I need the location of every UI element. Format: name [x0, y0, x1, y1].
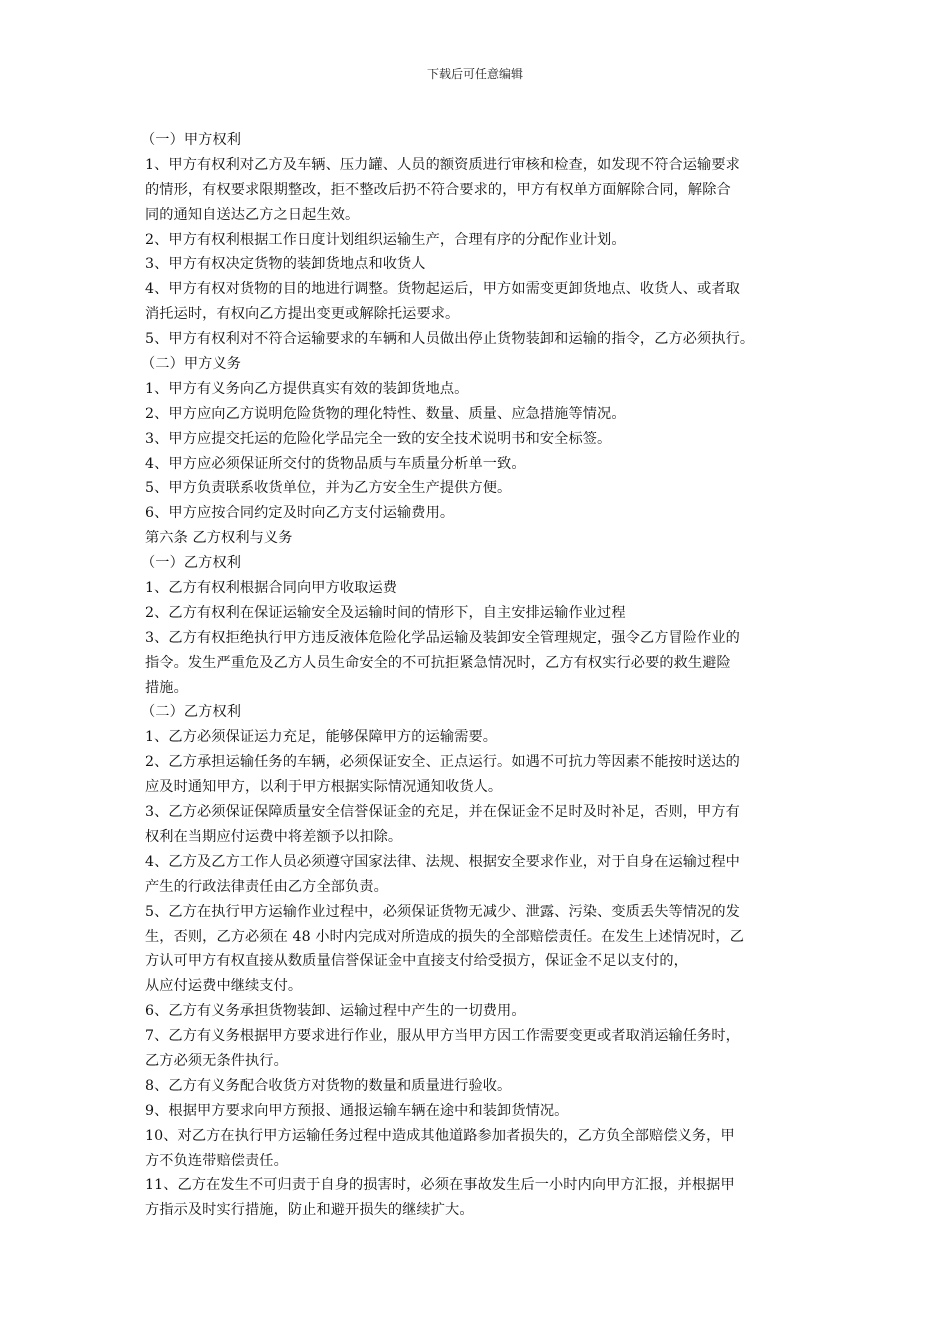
clause-line: 1、甲方有义务向乙方提供真实有效的装卸货地点。 [145, 380, 469, 397]
clause-line: 产生的行政法律责任由乙方全部负责。 [145, 878, 388, 895]
clause-line: 3、乙方必须保证保障质量安全信誉保证金的充足，并在保证金不足时及时补足，否则，甲方有 [145, 804, 740, 821]
document-body [141, 128, 825, 1223]
clause-line: 10、对乙方在执行甲方运输任务过程中造成其他道路参加者损失的，乙方负全部赔偿义务，甲 [145, 1127, 735, 1144]
clause-line: 2、甲方有权利根据工作日度计划组织运输生产，合理有序的分配作业计划。 [145, 231, 626, 248]
clause-line: 3、甲方应提交托运的危险化学品完全一致的安全技术说明书和安全标签。 [145, 430, 612, 447]
clause-line: 乙方必须无条件执行。 [145, 1052, 288, 1069]
section-heading: （一）乙方权利 [141, 555, 242, 572]
clause-line: 9、根据甲方要求向甲方预报、通报运输车辆在途中和装卸货情况。 [145, 1102, 569, 1119]
clause-line: 8、乙方有义务配合收货方对货物的数量和质量进行验收。 [145, 1077, 512, 1094]
clause-line: 1、甲方有权利对乙方及车辆、压力罐、人员的额资质进行审核和检查，如发现不符合运输要求 [145, 156, 740, 173]
clause-line: 4、甲方应必须保证所交付的货物品质与车质量分析单一致。 [145, 455, 526, 472]
clause-line: 方指示及时实行措施，防止和避开损失的继续扩大。 [145, 1202, 474, 1219]
clause-line: 1、乙方有权利根据合同向甲方收取运费 [145, 580, 398, 597]
clause-line: 3、乙方有权拒绝执行甲方违反液体危险化学品运输及装卸安全管理规定，强令乙方冒险作业的 [145, 629, 740, 646]
clause-line: 7、乙方有义务根据甲方要求进行作业，服从甲方当甲方因工作需要变更或者取消运输任务时， [145, 1028, 740, 1045]
article-heading: 第六条 乙方权利与义务 [145, 530, 293, 547]
clause-line: 指令。发生严重危及乙方人员生命安全的不可抗拒紧急情况时，乙方有权实行必要的救生避险 [145, 654, 731, 671]
section-heading: （二）甲方义务 [141, 356, 242, 373]
clause-line: 5、甲方有权利对不符合运输要求的车辆和人员做出停止货物装卸和运输的指令，乙方必须执行。 [145, 331, 755, 348]
clause-line: 2、乙方承担运输任务的车辆，必须保证安全、正点运行。如遇不可抗力等因素不能按时送达的 [145, 754, 740, 771]
clause-line: 5、乙方在执行甲方运输作业过程中，必须保证货物无减少、泄露、污染、变质丢失等情况的发 [145, 903, 740, 920]
clause-line: 方不负连带赔偿责任。 [145, 1152, 288, 1169]
clause-line: 6、乙方有义务承担货物装卸、运输过程中产生的一切费用。 [145, 1003, 526, 1020]
clause-line: 措施。 [145, 679, 188, 696]
clause-line: 权利在当期应付运费中将差额予以扣除。 [145, 828, 403, 845]
clause-line: 1、乙方必须保证运力充足，能够保障甲方的运输需要。 [145, 729, 498, 746]
clause-line: 2、乙方有权利在保证运输安全及运输时间的情形下，自主安排运输作业过程 [145, 604, 626, 621]
clause-line: 消托运时，有权向乙方提出变更或解除托运要求。 [145, 306, 460, 323]
clause-line: 的情形，有权要求限期整改，拒不整改后扔不符合要求的，甲方有权单方面解除合同，解除合 [145, 181, 731, 198]
clause-line: 6、甲方应按合同约定及时向乙方支付运输费用。 [145, 505, 455, 522]
clause-line: 11、乙方在发生不可归责于自身的损害时，必须在事故发生后一小时内向甲方汇报，并根据甲 [145, 1177, 735, 1194]
clause-line: 2、甲方应向乙方说明危险货物的理化特性、数量、质量、应急措施等情况。 [145, 405, 626, 422]
clause-line: 4、乙方及乙方工作人员必须遵守国家法律、法规、根据安全要求作业，对于自身在运输过程中 [145, 853, 740, 870]
clause-line: 方认可甲方有权直接从数质量信誉保证金中直接支付给受损方，保证金不足以支付的， [145, 953, 688, 970]
section-heading: （一）甲方权利 [141, 132, 242, 148]
page-header: 下载后可任意编辑 [426, 67, 523, 81]
clause-line: 应及时通知甲方，以利于甲方根据实际情况通知收货人。 [145, 779, 503, 796]
clause-line: 从应付运费中继续支付。 [145, 978, 303, 995]
clause-line: 4、甲方有权对货物的目的地进行调整。货物起运后，甲方如需变更卸货地点、收货人、或者取 [145, 281, 740, 298]
clause-line: 5、甲方负责联系收货单位，并为乙方安全生产提供方便。 [145, 480, 512, 497]
clause-line: 同的通知自送达乙方之日起生效。 [145, 206, 360, 223]
clause-line: 生，否则，乙方必须在 48 小时内完成对所造成的损失的全部赔偿责任。在发生上述情况时，乙 [145, 928, 744, 945]
section-heading: （二）乙方权利 [141, 704, 242, 721]
clause-line: 3、甲方有权决定货物的装卸货地点和收货人 [145, 256, 426, 273]
